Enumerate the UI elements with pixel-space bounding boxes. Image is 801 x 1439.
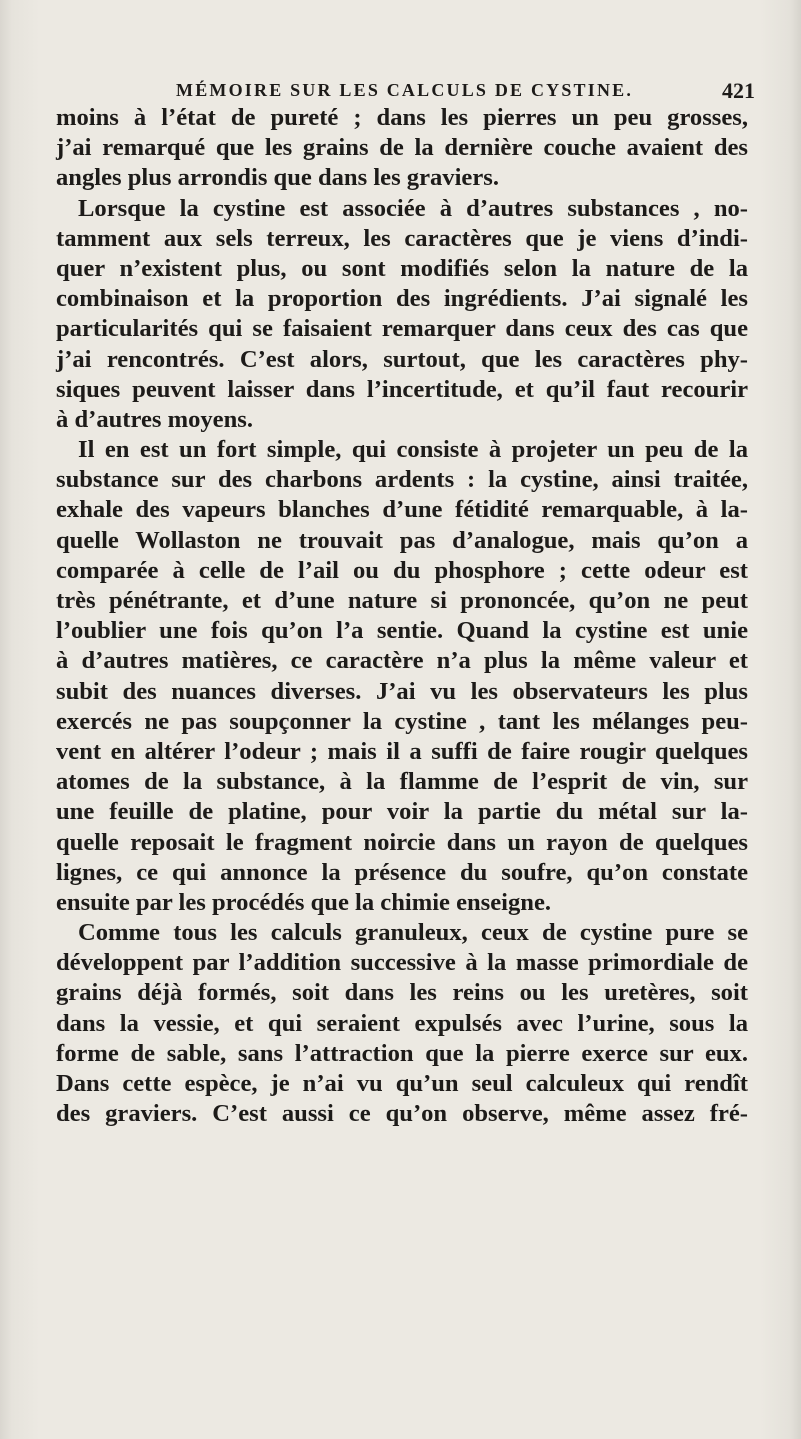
- text-line: combinaison et la proportion des ingrédients. J’ai signalé les: [56, 285, 748, 313]
- text-line: dans la vessie, et qui seraient expulsés avec l’urine, sous la: [56, 1009, 748, 1037]
- paragraph-start-line: Lorsque la cystine est associée à d’autres substances , no-: [78, 194, 748, 222]
- text-line: tamment aux sels terreux, les caractères que je viens d’indi-: [56, 224, 748, 252]
- text-line: développent par l’addition successive à la masse primordiale de: [56, 949, 748, 977]
- text-line: ensuite par les procédés que la chimie enseigne.: [56, 888, 552, 916]
- text-line: angles plus arrondis que dans les graviers.: [56, 164, 499, 192]
- text-line: atomes de la substance, à la flamme de l’esprit de vin, sur: [56, 768, 748, 796]
- paragraph-start-line: Comme tous les calculs granuleux, ceux de cystine pure se: [78, 919, 748, 947]
- text-line: subit des nuances diverses. J’ai vu les observateurs les plus: [56, 677, 748, 705]
- text-line: Dans cette espèce, je n’ai vu qu’un seul calculeux qui rendît: [56, 1070, 748, 1097]
- text-line: siques peuvent laisser dans l’incertitude, et qu’il faut recourir: [56, 375, 748, 403]
- text-line: quelle Wollaston ne trouvait pas d’analogue, mais qu’on a: [56, 526, 748, 554]
- text-line: des graviers. C’est aussi ce qu’on observe, même assez fré-: [56, 1100, 748, 1128]
- text-line: forme de sable, sans l’attraction que la pierre exerce sur eux.: [56, 1039, 748, 1067]
- text-line: exercés ne pas soupçonner la cystine , tant les mélanges peu-: [56, 707, 748, 735]
- text-line: vent en altérer l’odeur ; mais il a suffi de faire rougir quelques: [56, 737, 748, 765]
- text-line: quelle reposait le fragment noircie dans un rayon de quelques: [56, 828, 748, 856]
- text-line: j’ai rencontrés. C’est alors, surtout, que les caractères phy-: [56, 345, 748, 373]
- text-line: particularités qui se faisaient remarquer dans ceux des cas que: [56, 315, 748, 343]
- text-line: à d’autres moyens.: [56, 405, 253, 433]
- text-line: grains déjà formés, soit dans les reins ou les uretères, soit: [56, 979, 748, 1007]
- body-text: [56, 103, 748, 1129]
- text-line: lignes, ce qui annonce la présence du soufre, qu’on constate: [56, 858, 748, 886]
- text-line: quer n’existent plus, ou sont modifiés selon la nature de la: [56, 254, 748, 282]
- running-title: MÉMOIRE SUR LES CALCULS DE CYSTINE.: [176, 80, 634, 100]
- text-line: comparée à celle de l’ail ou du phosphore ; cette odeur est: [56, 556, 748, 584]
- text-line: moins à l’état de pureté ; dans les pierres un peu grosses,: [56, 104, 748, 131]
- text-line: substance sur des charbons ardents : la cystine, ainsi traitée,: [56, 466, 748, 494]
- text-line: j’ai remarqué que les grains de la dernière couche avaient des: [56, 134, 748, 162]
- text-line: à d’autres matières, ce caractère n’a plus la même valeur et: [56, 647, 748, 675]
- paragraph-start-line: Il en est un fort simple, qui consiste à projeter un peu de la: [78, 436, 748, 464]
- text-line: exhale des vapeurs blanches d’une fétidité remarquable, à la-: [56, 496, 748, 524]
- text-line: une feuille de platine, pour voir la partie du métal sur la-: [56, 798, 748, 826]
- page-number: 421: [722, 78, 755, 103]
- text-line: très pénétrante, et d’une nature si prononcée, qu’on ne peut: [56, 587, 748, 614]
- text-line: l’oublier une fois qu’on l’a sentie. Quand la cystine est unie: [56, 617, 748, 645]
